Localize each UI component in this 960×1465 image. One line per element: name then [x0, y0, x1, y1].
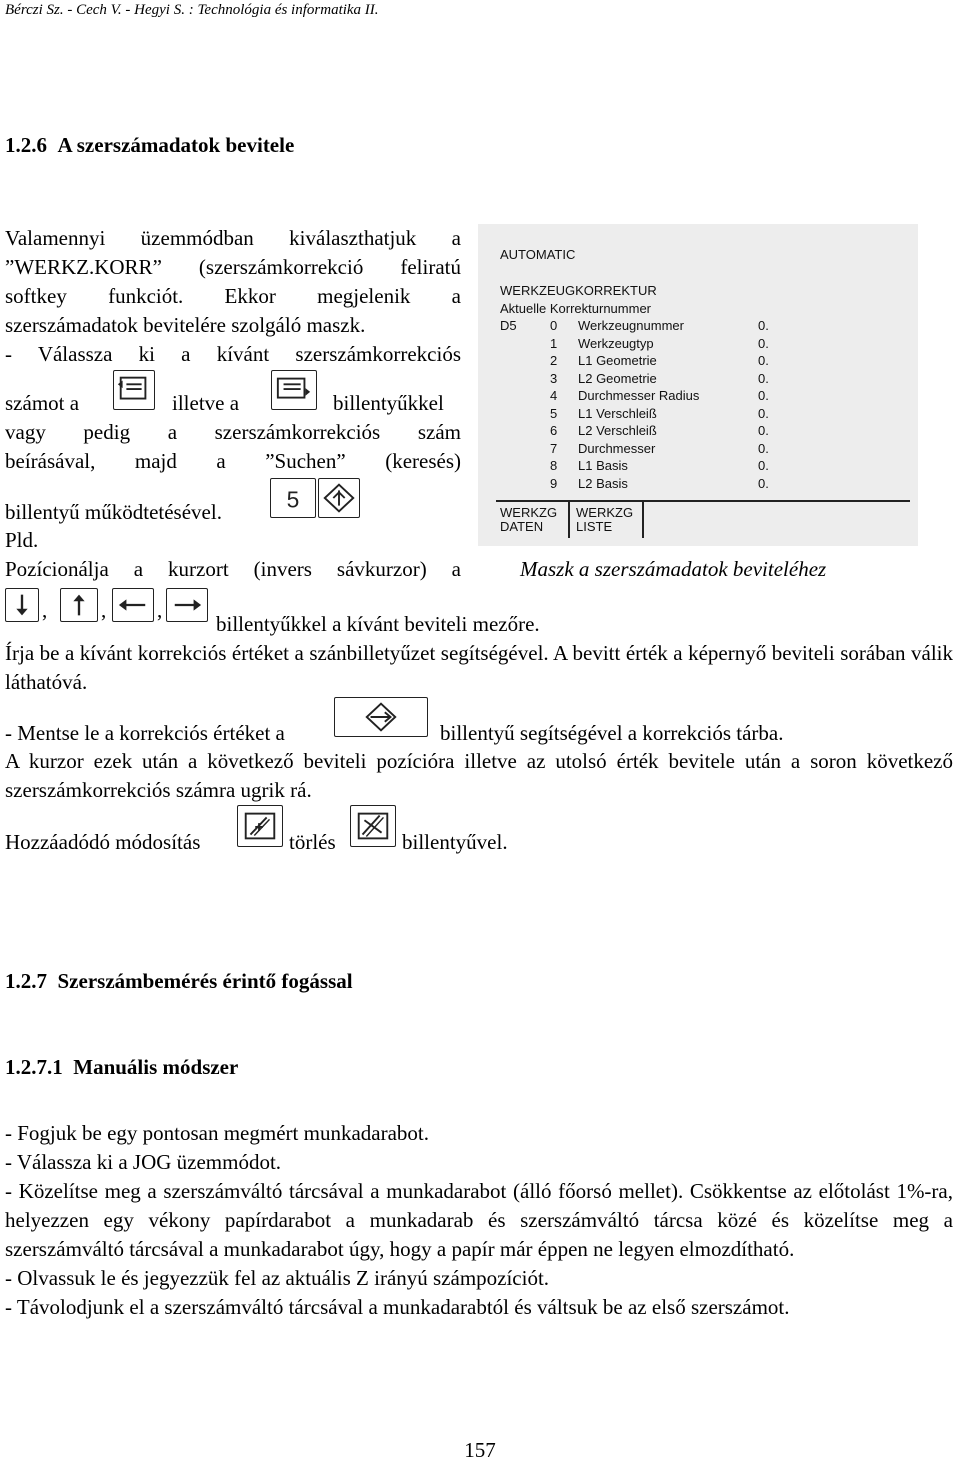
- irja-paragraph: Írja be a kívánt korrekciós értéket a szánbilletyűzet segítségével. A bevitt érték a képernyő beviteli sorában válik láthatóvá.: [5, 641, 953, 694]
- screen-row-value[interactable]: 0.: [758, 458, 769, 473]
- intro-line: szerszámadatok bevitelére szolgáló maszk.: [5, 313, 366, 337]
- section-number: 1.2.7.1: [5, 1055, 63, 1079]
- screen-row-name[interactable]: L2 Verschleiß: [578, 423, 657, 438]
- softkey-divider: [496, 500, 910, 502]
- hozza-text-1: Hozzáadódó módosítás: [5, 830, 201, 854]
- arrow-down-key-icon[interactable]: [5, 588, 39, 622]
- screen-row-num: 7: [550, 440, 558, 456]
- screen-row-value[interactable]: 0.: [758, 388, 769, 403]
- tool-correction-screen: [478, 224, 918, 546]
- select-text-1: számot a: [5, 391, 80, 415]
- search-key-icon[interactable]: [318, 478, 360, 518]
- step-item: - Fogjuk be egy pontosan megmért munkadarabot.: [5, 1121, 429, 1145]
- page-up-key-icon[interactable]: [113, 370, 155, 410]
- running-header: Bérczi Sz. - Cech V. - Hegyi S. : Technológia és informatika II.: [5, 2, 379, 18]
- screen-row-name[interactable]: L1 Geometrie: [578, 353, 657, 368]
- section-heading-1-2-7-1: [5, 1053, 238, 1082]
- section-heading-1-2-7: [5, 967, 353, 996]
- section-title: Manuális módszer: [73, 1055, 239, 1079]
- arrow-up-key-icon[interactable]: [60, 588, 98, 622]
- screen-row-num: 5: [550, 405, 558, 421]
- screen-row-num: 2: [550, 353, 558, 368]
- paragraph-lines-2: [5, 418, 461, 476]
- comma-sep: ,: [42, 598, 48, 622]
- screen-row-name[interactable]: Durchmesser Radius: [578, 388, 700, 403]
- comma-sep: ,: [157, 598, 163, 622]
- five-key-icon[interactable]: [270, 478, 316, 518]
- screen-row-name[interactable]: Durchmesser: [578, 440, 656, 456]
- additive-key-icon[interactable]: [237, 805, 283, 847]
- intro-line: ”WERKZ.KORR” (szerszámkorrekció feliratú: [5, 255, 461, 279]
- screen-caption: Maszk a szerszámadatok beviteléhez: [520, 557, 827, 581]
- screen-row-num: 8: [550, 458, 558, 473]
- screen-row-value[interactable]: 0.: [758, 423, 769, 438]
- page-down-key-icon[interactable]: [271, 370, 317, 410]
- section-number: 1.2.6: [5, 133, 47, 157]
- screen-mode: AUTOMATIC: [500, 247, 576, 262]
- hozza-text-2: törlés: [289, 830, 336, 854]
- softkey-line: WERKZG: [576, 505, 634, 520]
- pld-label: Pld.: [5, 528, 39, 552]
- mentse-text-1: - Mentse le a korrekciós értéket a: [5, 721, 285, 745]
- intro-line: - Válassza ki a kívánt szerszámkorrekciós: [5, 342, 461, 366]
- screen-row-num: 9: [550, 475, 558, 491]
- delete-key-icon[interactable]: [350, 805, 396, 847]
- softkey-line: LISTE: [576, 519, 613, 534]
- step-item: - Közelítse meg a szerszámváltó tárcsával a munkadarabot (álló főorsó mellet). Csökkentse az előtolást 1%-ra, helyezzen egy vékony papírdarabot a munkadarab és szerszámváltó tárcsa közé és közelítse meg a szerszámváltó tárcsával a munkadarabot úgy, hogy a papír már éppen ne legyen elmozdítható.: [5, 1179, 953, 1261]
- pozicionalja-line: Pozícionálja a kurzort (invers sávkurzor) a: [5, 557, 461, 581]
- hozza-text-3: billentyűvel.: [402, 830, 508, 854]
- page-number: 157: [464, 1438, 496, 1462]
- intro-paragraph: [5, 224, 461, 369]
- arrow-left-key-icon[interactable]: [112, 588, 154, 622]
- softkey-separator: [642, 502, 644, 538]
- screen-row-value[interactable]: 0.: [758, 353, 769, 368]
- screen-row-value[interactable]: 0.: [758, 335, 769, 351]
- screen-row-name[interactable]: Werkzeugnummer: [578, 318, 684, 333]
- screen-row-num: 6: [550, 423, 558, 438]
- screen-row-num: 3: [550, 370, 558, 386]
- screen-row-name[interactable]: Werkzeugtyp: [578, 335, 654, 351]
- text-line: vagy pedig a szerszámkorrekciós szám: [5, 420, 461, 444]
- softkey-line: DATEN: [500, 519, 544, 534]
- select-text-2: illetve a: [172, 391, 240, 415]
- screen-subtitle: Aktuelle Korrekturnummer: [500, 301, 651, 316]
- input-key-icon[interactable]: [334, 697, 428, 737]
- screen-row-value[interactable]: 0.: [758, 370, 769, 386]
- screen-row-num: 4: [550, 388, 558, 403]
- section-heading-1-2-6: [5, 131, 294, 160]
- screen-row-value[interactable]: 0.: [758, 475, 769, 491]
- mentse-text-2: billentyű segítségével a korrekciós tárba.: [440, 721, 784, 745]
- screen-row-name[interactable]: L1 Verschleiß: [578, 405, 657, 421]
- softkey-separator: [568, 502, 570, 538]
- screen-row-num: 0: [550, 318, 558, 333]
- section-title: Szerszámbemérés érintő fogással: [57, 969, 353, 993]
- steps-list: [5, 1119, 953, 1322]
- intro-line: Valamennyi üzemmódban kiválaszthatjuk a: [5, 226, 461, 250]
- screen-row-name[interactable]: L2 Geometrie: [578, 370, 657, 386]
- screen-row-value[interactable]: 0.: [758, 318, 769, 333]
- screen-row-name[interactable]: L1 Basis: [578, 458, 628, 473]
- section-title: A szerszámadatok bevitele: [57, 133, 295, 157]
- text-line: beírásával, majd a ”Suchen” (keresés): [5, 449, 461, 473]
- section-number: 1.2.7: [5, 969, 47, 993]
- softkey-line: WERKZG: [500, 505, 558, 520]
- select-text-3: billentyűkkel: [333, 391, 444, 415]
- step-item: - Távolodjunk el a szerszámváltó tárcsával a munkadarabtól és váltsuk be az első szerszámot.: [5, 1295, 790, 1319]
- softkey-werkzg-daten[interactable]: [500, 506, 557, 534]
- intro-line: softkey funkciót. Ekkor megjelenik a: [5, 284, 461, 308]
- screen-d-label: D5: [500, 318, 517, 333]
- step-item: - Olvassuk le és jegyezzük fel az aktuális Z irányú számpozíciót.: [5, 1266, 550, 1290]
- softkey-werkzg-liste[interactable]: [576, 506, 633, 534]
- kurzor-paragraph: A kurzor ezek után a következő beviteli pozícióra illetve az utolsó érték bevitele után a soron következő szerszámkorrekciós számra ugrik rá.: [5, 749, 953, 802]
- arrows-after-text: billentyűkkel a kívánt beviteli mezőre.: [216, 612, 540, 636]
- arrow-right-key-icon[interactable]: [166, 588, 208, 622]
- step-item: - Válassza ki a JOG üzemmódot.: [5, 1150, 282, 1174]
- screen-row-value[interactable]: 0.: [758, 405, 769, 421]
- screen-row-value[interactable]: 0.: [758, 440, 769, 456]
- comma-sep: ,: [101, 598, 107, 622]
- screen-title: WERKZEUGKORREKTUR: [500, 283, 657, 298]
- screen-row-name[interactable]: L2 Basis: [578, 475, 628, 491]
- five-key-label: 5: [286, 486, 300, 513]
- billentyu-line: billentyű működtetésével.: [5, 500, 222, 524]
- screen-row-num: 1: [550, 335, 558, 351]
